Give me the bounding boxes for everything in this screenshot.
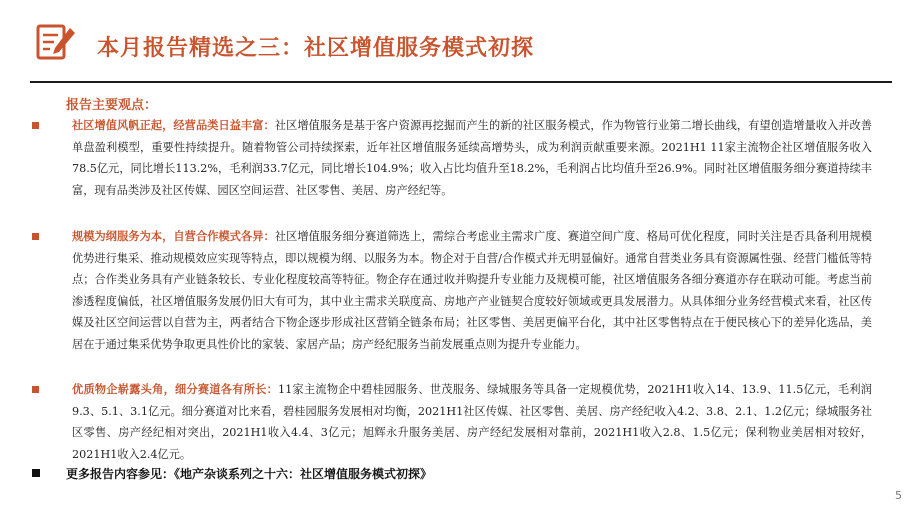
bullet-item bbox=[32, 379, 872, 465]
more-reports-line bbox=[32, 465, 432, 482]
bullet-body: 11家主流物企中碧桂园服务、世茂服务、绿城服务等具备一定规模优势，2021H1收入14、13.9、11.5亿元，毛利润9.3、5.1、3.1亿元。细分赛道对比来看，碧桂园服务发展相对均衡，2021H1社区传媒、社区零售、美居、房产经纪收入4.2、3.8、2.1、1.2亿元；绿城服务社区零售、房产经纪相对突出，2021H1收入4.4、3亿元；旭辉永升服务美居、房产经纪发展相对靠前，2021H1收入2.8、1.5亿元；保利物业美居相对较好，2021H1收入2.4亿元。 bbox=[72, 383, 872, 461]
bullet-text bbox=[72, 379, 872, 465]
bullet-text bbox=[72, 226, 872, 356]
bullet-item bbox=[32, 226, 872, 356]
bullet-body: 社区增值服务细分赛道筛选上，需综合考虑业主需求广度、赛道空间广度、格局可优化程度，同时关注是否具备利用规模优势进行集采、推动规模效应实现等特点，即以规模为纲、以服务为本。物企对于自营/合作模式并无明显偏好。通常自营类业务具有资源属性强、经营门槛低等特点；合作类业务具有产业链条较长、专业化程度较高等特征。物企存在通过收并购提升专业能力及规模可能，社区增值服务各细分赛道亦存在联动可能。考虑当前渗透程度偏低，社区增值服务发展仍旧大有可为，其中业主需求关联度高、房地产产业链契合度较好领域或更具发展潜力。从具体细分业务经营模式来看，社区传媒及社区空间运营以自营为主，两者结合下物企逐步形成社区营销全链条布局；社区零售、美居更偏平台化，其中社区零售特点在于便民核心下的差异化选品，美居在于通过集采优势争取更具性价比的家装、家居产品；房产经纪服务当前发展重点则为提升专业能力。 bbox=[72, 230, 872, 351]
bullet-body: 社区增值服务是基于客户资源再挖掘而产生的新的社区服务模式，作为物管行业第二增长曲线，有望创造增量收入并改善单盘盈利模型，重要性持续提升。随着物管公司持续探索，近年社区增值服务延续高增势头，成为利润贡献重要来源。2021H1 11家主流物企社区增值服务收入78.5亿元，同比增长113.2%，毛利润33.7亿元，同比增长104.9%；收入占比均值升至18.2%，毛利润占比均值升至26.9%。同时社区增值服务细分赛道持续丰富，现有品类涉及社区传媒、园区空间运营、社区零售、美居、房产经纪等。 bbox=[72, 119, 872, 197]
bullet-lead: 规模为纲服务为本，自营合作模式各异： bbox=[72, 229, 275, 243]
page-title: 本月报告精选之三：社区增值服务模式初探 bbox=[97, 35, 535, 61]
page-number: 5 bbox=[895, 489, 902, 502]
bullet-square-icon bbox=[32, 469, 40, 477]
more-reports-text: 更多报告内容参见：《地产杂谈系列之十六：社区增值服务模式初探》 bbox=[66, 467, 433, 481]
section-subheading: 报告主要观点： bbox=[66, 98, 158, 113]
bullet-item bbox=[32, 115, 872, 201]
bullet-square-icon bbox=[32, 233, 39, 240]
title-divider bbox=[30, 81, 892, 83]
bullet-square-icon bbox=[32, 122, 39, 129]
bullet-lead: 优质物企崭露头角，细分赛道各有所长： bbox=[72, 382, 279, 396]
bullet-square-icon bbox=[32, 386, 39, 393]
bullet-text bbox=[72, 115, 872, 201]
bullet-lead: 社区增值风帆正起，经营品类日益丰富： bbox=[72, 118, 275, 132]
document-pencil-icon bbox=[34, 22, 78, 62]
